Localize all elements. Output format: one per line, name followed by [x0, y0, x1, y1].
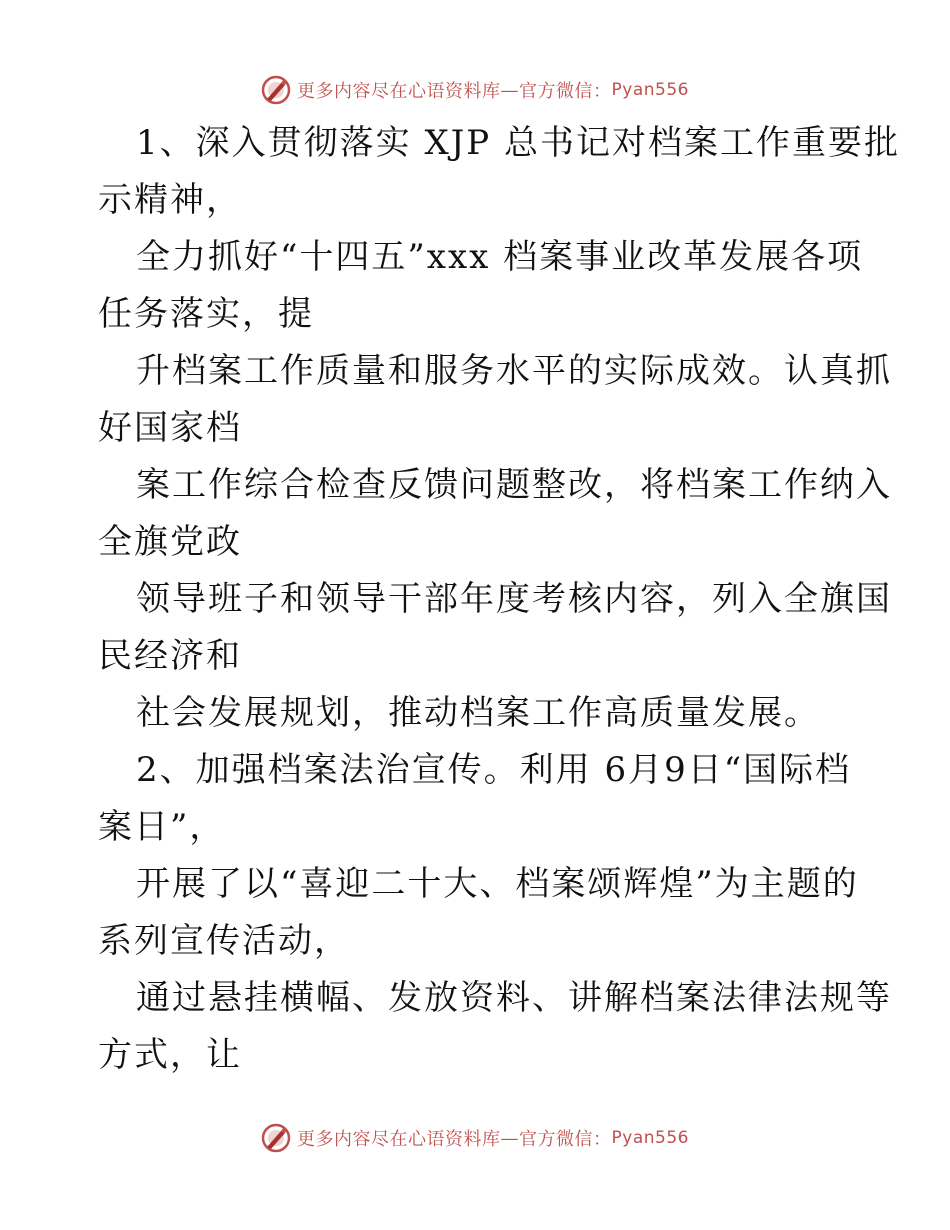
paragraph-line: 1、深入贯彻落实 XJP 总书记对档案工作重要批	[136, 123, 900, 163]
paragraph-line: 2、加强档案法治宣传。利用 6月9日“国际档	[136, 750, 852, 790]
paragraph-line: 案工作综合检查反馈问题整改，将档案工作纳入	[136, 465, 892, 505]
pen-logo-icon	[261, 1123, 291, 1153]
paragraph	[98, 343, 892, 457]
header-banner	[0, 70, 950, 110]
paragraph-line: 全力抓好“十四五”xxx 档案事业改革发展各项	[136, 237, 864, 277]
banner-wechat-label: 官方微信：	[519, 1129, 612, 1150]
banner-text: 更多内容尽在心语资料库	[297, 1129, 501, 1150]
paragraph-line: 示精神，	[98, 180, 242, 220]
banner-separator: —	[500, 79, 520, 101]
paragraph-line: 全旗党政	[98, 522, 242, 562]
paragraph-line: 任务落实，提	[98, 294, 314, 334]
paragraph	[98, 457, 892, 571]
paragraph-line: 民经济和	[98, 636, 242, 676]
paragraph	[98, 742, 858, 856]
pen-logo-icon	[261, 75, 291, 105]
banner-wechat-id: Pyan556	[611, 80, 689, 100]
banner-separator: —	[500, 1127, 520, 1149]
paragraph-line: 社会发展规划，推动档案工作高质量发展。	[136, 693, 820, 733]
paragraph-line: 系列宣传活动，	[98, 921, 350, 961]
paragraph-line: 方式，让	[98, 1035, 242, 1075]
paragraph	[98, 970, 892, 1084]
banner-wechat-id: Pyan556	[611, 1128, 689, 1148]
paragraph	[98, 856, 858, 970]
banner-wechat-label: 官方微信：	[519, 81, 612, 102]
paragraph-line: 通过悬挂横幅、发放资料、讲解档案法律法规等	[136, 978, 892, 1018]
paragraph-line: 开展了以“喜迎二十大、档案颂辉煌”为主题的	[136, 864, 859, 904]
paragraph	[98, 229, 864, 343]
paragraph-line: 领导班子和领导干部年度考核内容，列入全旗国	[136, 579, 892, 619]
paragraph	[98, 571, 892, 685]
paragraph-line: 升档案工作质量和服务水平的实际成效。认真抓	[136, 351, 892, 391]
paragraph-line: 案日”，	[98, 807, 226, 847]
footer-banner	[0, 1118, 950, 1158]
document-body	[98, 115, 900, 1084]
paragraph	[98, 115, 900, 229]
paragraph	[98, 685, 858, 742]
banner-text: 更多内容尽在心语资料库	[297, 81, 501, 102]
paragraph-line: 好国家档	[98, 408, 242, 448]
